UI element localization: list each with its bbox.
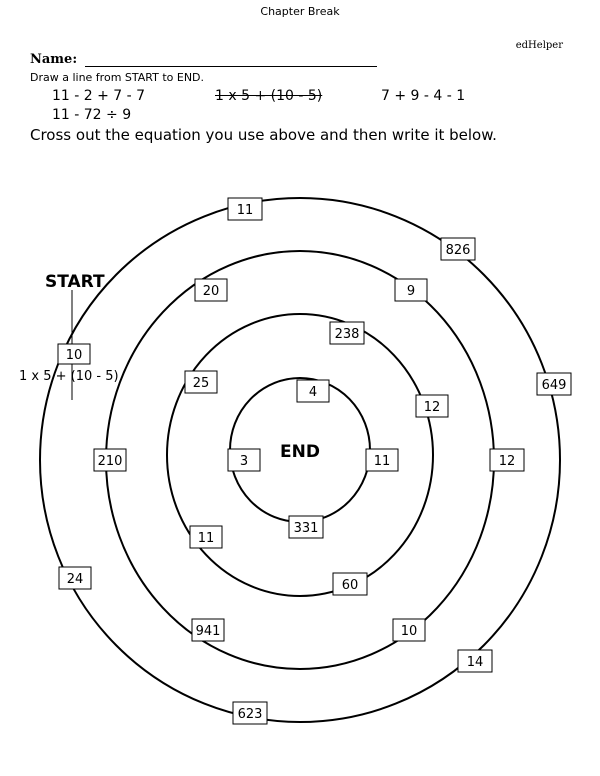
maze-number: 210 <box>97 454 123 469</box>
maze-number-box[interactable] <box>333 573 367 595</box>
maze-number: 10 <box>400 624 418 639</box>
cross-out-instruction: Cross out the equation you use above and then write it below. <box>30 126 497 144</box>
maze-number: 14 <box>466 655 484 670</box>
maze-number-box[interactable] <box>233 702 267 724</box>
maze-number: 4 <box>308 385 318 400</box>
maze-number-box[interactable] <box>228 449 260 471</box>
maze-number-box[interactable] <box>192 619 224 641</box>
maze-number-box[interactable] <box>94 449 126 471</box>
maze-number: 24 <box>66 572 84 587</box>
brand-label: edHelper <box>515 40 563 51</box>
maze-number-box[interactable] <box>393 619 425 641</box>
maze-number: 60 <box>341 578 359 593</box>
start-number-box[interactable] <box>58 344 90 364</box>
worksheet-title: Chapter Break <box>260 5 340 18</box>
equation-2-crossed-out: 1 x 5 + (10 - 5) <box>215 88 323 104</box>
maze-number-box[interactable] <box>330 322 364 344</box>
maze-number: 25 <box>192 376 210 391</box>
maze-number-box[interactable] <box>297 380 329 402</box>
maze-number: 20 <box>202 284 220 299</box>
maze-number: 11 <box>197 531 215 546</box>
end-label: END <box>280 442 320 462</box>
start-label: START <box>45 272 105 292</box>
maze-number: 331 <box>293 521 319 536</box>
maze-number: 623 <box>237 707 263 722</box>
maze-number-box[interactable] <box>195 279 227 301</box>
maze-number: 238 <box>334 327 360 342</box>
equation-3: 7 + 9 - 4 - 1 <box>381 88 466 104</box>
maze-number-box[interactable] <box>228 198 262 220</box>
equation-1: 11 - 2 + 7 - 7 <box>52 88 146 104</box>
maze-number: 3 <box>239 454 249 469</box>
maze-number-box[interactable] <box>416 395 448 417</box>
maze-number: 9 <box>406 284 416 299</box>
maze-number: 826 <box>445 243 471 258</box>
start-number: 10 <box>65 348 83 363</box>
maze-number: 941 <box>195 624 221 639</box>
maze-number-box[interactable] <box>366 449 398 471</box>
start-equation-scribble: 1 x 5 + (10 - 5) <box>19 369 119 384</box>
maze-number-box[interactable] <box>395 279 427 301</box>
maze-number-box[interactable] <box>289 516 323 538</box>
equation-4: 11 - 72 ÷ 9 <box>52 107 132 123</box>
maze-number-box[interactable] <box>458 650 492 672</box>
maze-number-box[interactable] <box>190 526 222 548</box>
maze-number-box[interactable] <box>537 373 571 395</box>
maze-number: 12 <box>498 454 516 469</box>
maze-number-box[interactable] <box>59 567 91 589</box>
name-label: Name: <box>30 52 78 67</box>
maze-number: 11 <box>236 203 254 218</box>
maze-number-box[interactable] <box>490 449 524 471</box>
maze-number-box[interactable] <box>185 371 217 393</box>
instruction-text: Draw a line from START to END. <box>30 71 205 84</box>
maze-number: 11 <box>373 454 391 469</box>
maze-number: 12 <box>423 400 441 415</box>
maze-number-box[interactable] <box>441 238 475 260</box>
maze-number: 649 <box>541 378 567 393</box>
